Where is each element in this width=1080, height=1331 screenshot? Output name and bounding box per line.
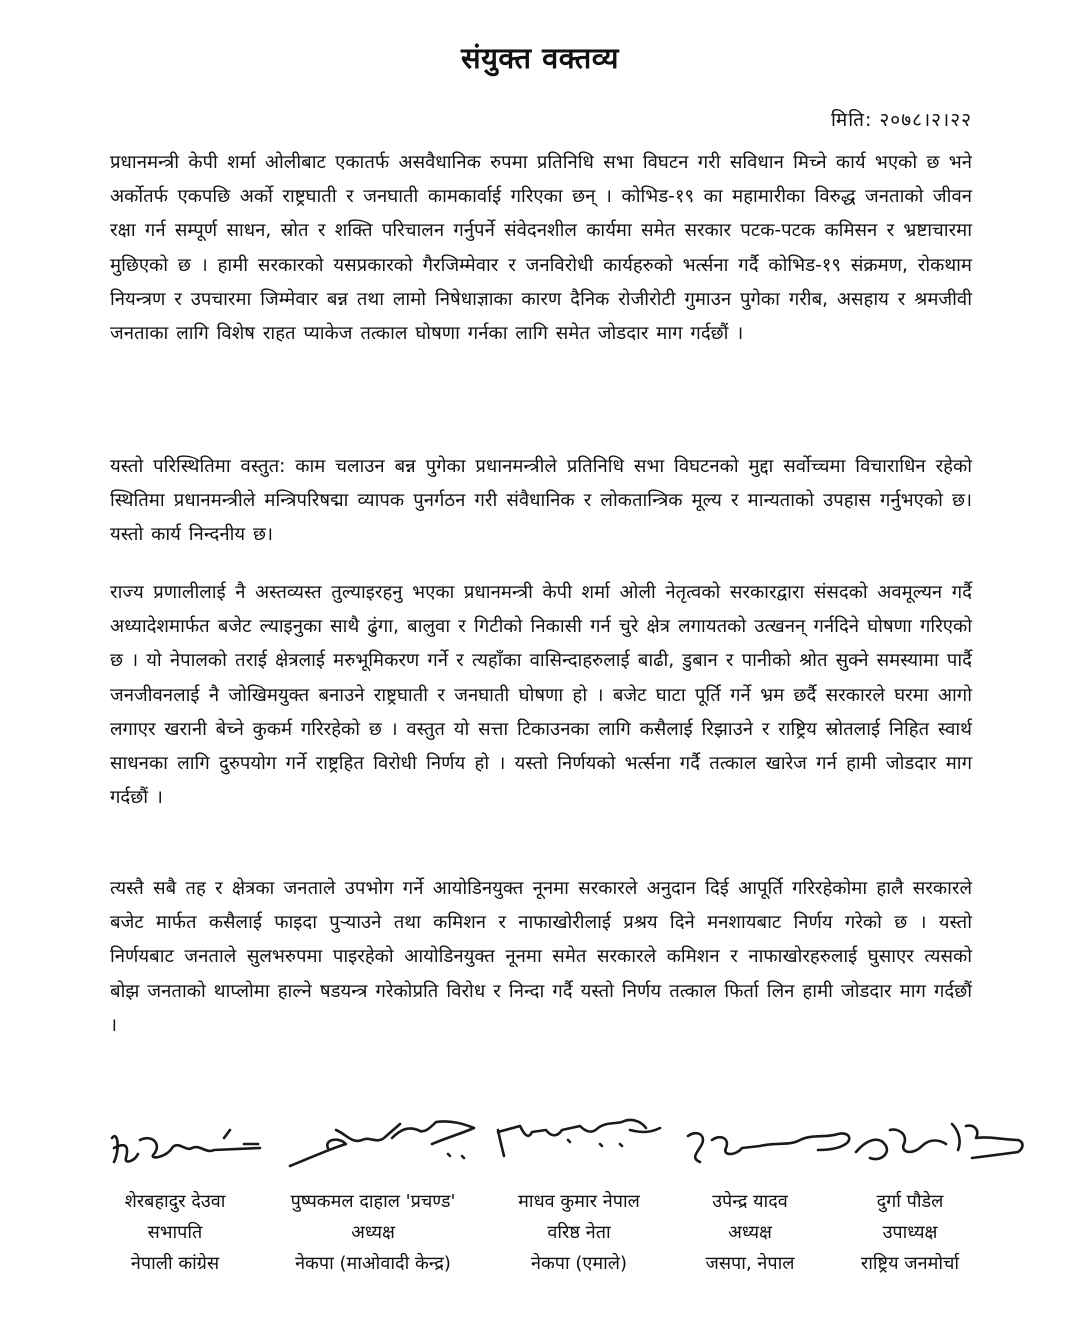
signatory-name: पुष्पकमल दाहाल 'प्रचण्ड' (290, 1191, 456, 1212)
signatory-party: जसपा, नेपाल (705, 1253, 795, 1274)
signature-4 (688, 1133, 849, 1162)
signatory-party: नेकपा (एमाले) (530, 1253, 628, 1274)
signatory-position: उपाध्यक्ष (882, 1222, 938, 1243)
signatures-row (100, 1100, 1040, 1180)
paragraph-2: यस्तो परिस्थितिमा वस्तुत: काम चलाउन बन्न पुगेका प्रधानमन्त्रीले प्रतिनिधि सभा विघटनको मुद्दा सर्वोच्चमा विचाराधिन रहेको स्थितिमा प्रधानमन्त्रीले मन्त्रिपरिषद्मा व्यापक पुनर्गठन गरी संवैधानिक र लोकतान्त्रिक मूल्य र मान्यताको उपहास गर्नुभएको छ। यस्तो कार्य निन्दनीय छ। (110, 456, 972, 546)
signatory-party: नेपाली कांग्रेस (130, 1253, 220, 1274)
signatory-party: नेकपा (माओवादी केन्द्र) (295, 1253, 451, 1274)
document-title: संयुक्त वक्तव्य (460, 41, 620, 75)
signatory-3 (498, 1186, 660, 1279)
signatory-position: वरिष्ठ नेता (547, 1222, 611, 1243)
paragraph-4: त्यस्तै सबै तह र क्षेत्रका जनताले उपभोग गर्ने आयोडिनयुक्त नूनमा सरकारले अनुदान दिई आपूर्ति गरिरहेकोमा हालै सरकारले बजेट मार्फत कसैलाई फाइदा पुर्‍याउने तथा कमिशन र नाफाखोरीलाई प्रश्रय दिने मनशायबाट निर्णय गरेको छ । यस्तो निर्णयबाट जनताले सुलभरुपमा पाइरहेको आयोडिनयुक्त नूनमा समेत सरकारले कमिशन र नाफाखोरहरुलाई घुसाएर त्यसको बोझ जनताको थाप्लोमा हाल्ने षडयन्त्र गरेकोप्रति विरोध र निन्दा गर्दै यस्तो निर्णय तत्काल फिर्ता लिन हामी जोडदार माग गर्दछौं । (110, 878, 972, 1036)
signature-1 (112, 1130, 260, 1162)
signatory-2 (262, 1186, 484, 1279)
signatory-position: सभापति (147, 1222, 203, 1243)
signatory-4 (680, 1186, 820, 1279)
signatory-party: राष्ट्रिय जनमोर्चा (860, 1253, 960, 1274)
document-date: मिति: २०७८।२।२२ (830, 109, 972, 131)
signature-5 (856, 1124, 1023, 1159)
signatory-name: दुर्गा पौडेल (876, 1191, 944, 1212)
signatory-name: माधव कुमार नेपाल (518, 1191, 640, 1212)
signatory-1 (100, 1186, 250, 1279)
handwritten-signatures (100, 1100, 1040, 1180)
signatory-position: अध्यक्ष (351, 1222, 395, 1243)
signature-3 (498, 1120, 660, 1156)
signatory-name: शेरबहादुर देउवा (124, 1191, 226, 1212)
signatory-position: अध्यक्ष (728, 1222, 772, 1243)
paragraph-3: राज्य प्रणालीलाई नै अस्तव्यस्त तुल्याइरहनु भएका प्रधानमन्त्री केपी शर्मा ओली नेतृत्वको सरकारद्वारा संसदको अवमूल्यन गर्दै अध्यादेशमार्फत बजेट ल्याइनुका साथै ढुंगा, बालुवा र गिटीको निकासी गर्न चुरे क्षेत्र लगायतको उत्खनन् गर्नदिने घोषणा गरिएको छ । यो नेपालको तराई क्षेत्रलाई मरुभूमिकरण गर्ने र त्यहाँका वासिन्दाहरुलाई बाढी, डुबान र पानीको श्रोत सुक्ने समस्यामा पार्दै जनजीवनलाई नै जोखिमयुक्त बनाउने राष्ट्रघाती र जनघाती घोषणा हो । बजेट घाटा पूर्ति गर्ने भ्रम छर्दै सरकारले घरमा आगो लगाएर खरानी बेच्ने कुकर्म गरिरहेको छ । वस्तुत यो सत्ता टिकाउनका लागि कसैलाई रिझाउने र राष्ट्रिय स्रोतलाई निहित स्वार्थ साधनका लागि दुरुपयोग गर्ने राष्ट्रहित विरोधी निर्णय हो । यस्तो निर्णयको भर्त्सना गर्दै तत्काल खारेज गर्न हामी जोडदार माग गर्दछौं । (110, 582, 972, 809)
signature-2 (290, 1121, 474, 1166)
signatory-5 (830, 1186, 990, 1279)
signatory-name: उपेन्द्र यादव (712, 1191, 788, 1212)
paragraph-1: प्रधानमन्त्री केपी शर्मा ओलीबाट एकातर्फ असवैधानिक रुपमा प्रतिनिधि सभा विघटन गरी सविधान मिच्ने कार्य भएको छ भने अर्कोतर्फ एकपछि अर्को राष्ट्रघाती र जनघाती कामकार्वाई गरिएका छन् । कोभिड-१९ का महामारीका विरुद्ध जनताको जीवन रक्षा गर्न सम्पूर्ण साधन, स्रोत र शक्ति परिचालन गर्नुपर्ने संवेदनशील कार्यमा समेत सरकार पटक-पटक कमिसन र भ्रष्टाचारमा मुछिएको छ । हामी सरकारको यसप्रकारको गैरजिम्मेवार र जनविरोधी कार्यहरुको भर्त्सना गर्दै कोभिड-१९ संक्रमण, रोकथाम नियन्त्रण र उपचारमा जिम्मेवार बन्न तथा लामो निषेधाज्ञाका कारण दैनिक रोजीरोटी गुमाउन पुगेका गरीब, असहाय र श्रमजीवी जनताका लागि विशेष राहत प्याकेज तत्काल घोषणा गर्नका लागि समेत जोडदार माग गर्दछौं । (110, 152, 972, 345)
